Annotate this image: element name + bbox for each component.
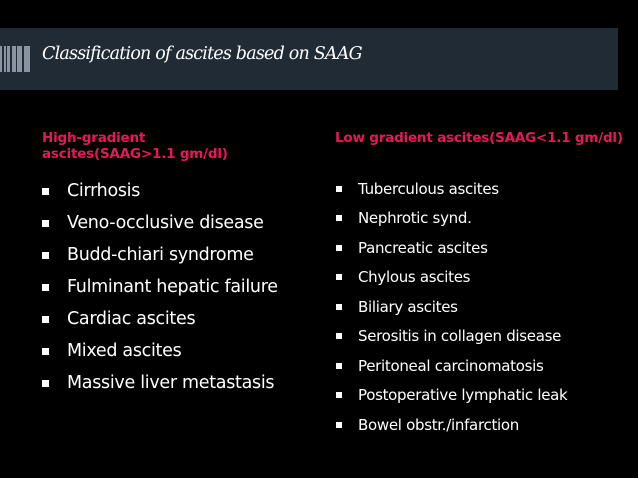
list-item: [336, 174, 567, 204]
list-item-label: Massive liver metastasis: [67, 373, 275, 393]
square-bullet-icon: [336, 245, 342, 251]
list-item: [42, 207, 278, 239]
list-item-label: Cardiac ascites: [67, 309, 196, 329]
square-bullet-icon: [42, 220, 49, 227]
list-item-label: Mixed ascites: [67, 341, 182, 361]
square-bullet-icon: [336, 392, 342, 398]
square-bullet-icon: [336, 215, 342, 221]
list-item-label: Bowel obstr./infarction: [358, 415, 519, 434]
high-gradient-heading: High-gradient ascites(SAAG>1.1 gm/dl): [42, 130, 228, 162]
list-item-label: Biliary ascites: [358, 297, 458, 316]
square-bullet-icon: [336, 363, 342, 369]
square-bullet-icon: [42, 284, 49, 291]
low-gradient-list: [336, 174, 567, 440]
list-item-label: Chylous ascites: [358, 268, 471, 287]
list-item-label: Serositis in collagen disease: [358, 327, 562, 346]
list-item: [336, 351, 567, 381]
list-item: [336, 233, 567, 263]
square-bullet-icon: [336, 422, 342, 428]
list-item: [42, 239, 278, 271]
list-item-label: Nephrotic synd.: [358, 209, 472, 228]
list-item: [42, 271, 278, 303]
title-bar: [0, 28, 618, 90]
square-bullet-icon: [42, 348, 49, 355]
square-bullet-icon: [42, 252, 49, 259]
list-item: [336, 292, 567, 322]
list-item: [42, 175, 278, 207]
slide-title: Classification of ascites based on SAAG: [42, 44, 362, 64]
list-item-label: Fulminant hepatic failure: [67, 277, 278, 297]
high-gradient-list: [42, 175, 278, 399]
square-bullet-icon: [336, 186, 342, 192]
list-item: [336, 204, 567, 234]
square-bullet-icon: [42, 380, 49, 387]
list-item-label: Postoperative lymphatic leak: [358, 386, 568, 405]
list-item: [42, 367, 278, 399]
square-bullet-icon: [42, 316, 49, 323]
list-item-label: Peritoneal carcinomatosis: [358, 356, 544, 375]
low-gradient-heading: Low gradient ascites(SAAG<1.1 gm/dl): [335, 130, 623, 146]
square-bullet-icon: [42, 188, 49, 195]
list-item-label: Veno-occlusive disease: [67, 213, 264, 233]
list-item: [336, 410, 567, 440]
list-item: [42, 303, 278, 335]
list-item: [336, 263, 567, 293]
list-item-label: Budd-chiari syndrome: [67, 245, 254, 265]
list-item: [42, 335, 278, 367]
list-item-label: Tuberculous ascites: [358, 179, 499, 198]
stripes-decoration: [0, 46, 30, 72]
square-bullet-icon: [336, 333, 342, 339]
list-item: [336, 381, 567, 411]
list-item-label: Cirrhosis: [67, 181, 141, 201]
list-item: [336, 322, 567, 352]
list-item-label: Pancreatic ascites: [358, 238, 488, 257]
square-bullet-icon: [336, 304, 342, 310]
square-bullet-icon: [336, 274, 342, 280]
